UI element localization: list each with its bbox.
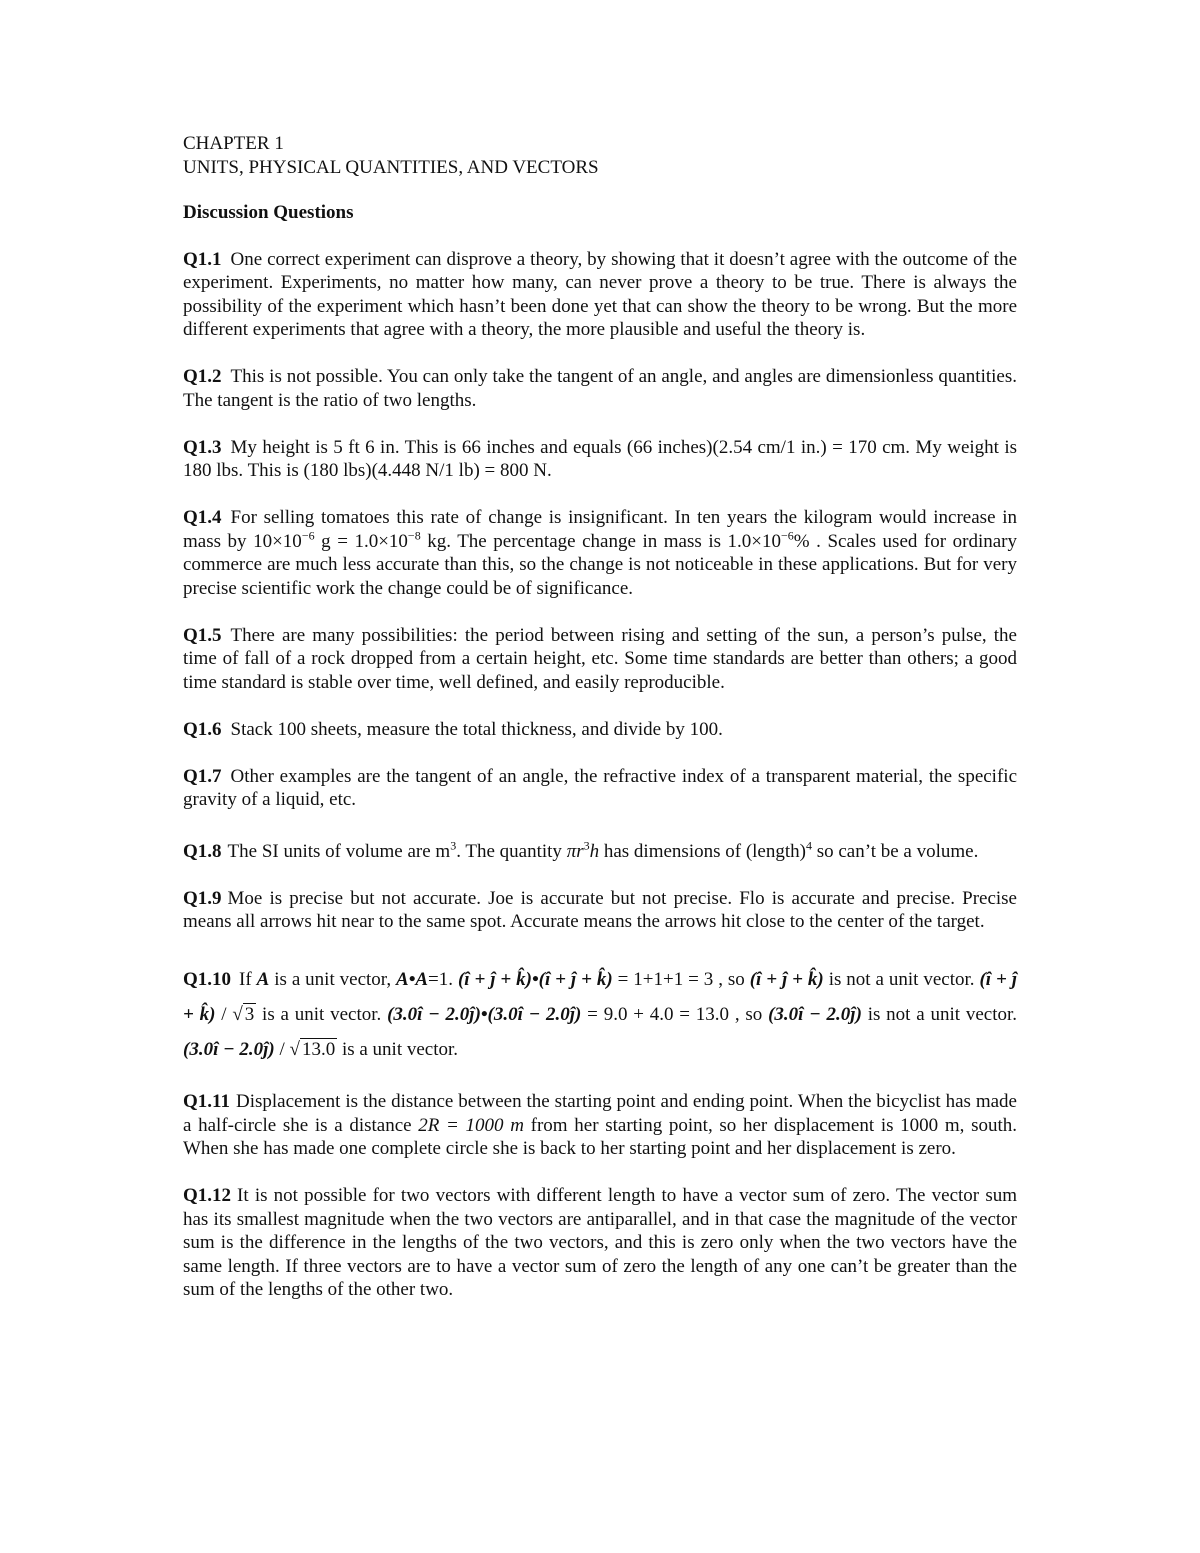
question-text: Displacement is the distance between the starting point and ending point. When the bicyclist has made a half-circle she is a distance [183,1091,1017,1136]
question-q1-6 [183,718,1017,742]
question-text: If [239,968,257,990]
question-text: Other examples are the tangent of an angle, the refractive index of a transparent material, the specific gravity of a liquid, etc. [183,765,1017,810]
exponent: −6 [301,528,315,543]
question-q1-11 [183,1090,1017,1161]
sqrt-icon: √ [232,1003,243,1025]
dot-product-expression: A•A [396,968,429,990]
question-number: Q1.3 [183,436,222,458]
question-q1-12 [183,1184,1017,1302]
question-text: % . Scales used for ordinary commerce are much less accurate than this, so the change is not noticeable in these applications. But for very precise scientific work the change could be of significance. [183,530,1017,599]
question-q1-7 [183,765,1017,812]
question-q1-1 [183,248,1017,342]
math-expression: g = 1.0×10 [314,530,408,552]
math-expression: πr [566,840,584,862]
document-page [183,132,1017,1325]
question-number: Q1.11 [183,1091,230,1112]
vector-expression: (î + ĵ + k̂) [183,968,1017,1025]
math-expression: 2R = 1000 m [418,1114,524,1136]
vector-expression: (3.0î − 2.0ĵ) [183,1038,275,1060]
chapter-title: UNITS, PHYSICAL QUANTITIES, AND VECTORS [183,156,599,178]
question-text: This is not possible. You can only take the tangent of an angle, and angles are dimensionless quantities. The tangent is the ratio of two lengths. [183,366,1017,411]
question-number: Q1.6 [183,718,222,740]
chapter-heading [183,132,1017,179]
question-q1-4 [183,506,1017,600]
question-q1-8 [183,840,1017,864]
sqrt-radicand: 3 [244,1003,255,1025]
question-text: The SI units of volume are m [227,840,451,862]
question-text: from her starting point, so her displacement is 1000 m, south. When she has made one complete circle she is back to her starting point and her displacement is zero. [183,1114,1017,1159]
question-text: =1. [428,968,458,990]
question-text: / [215,1003,233,1025]
vector-expression: (3.0î − 2.0ĵ) [768,1003,862,1025]
question-number: Q1.5 [183,624,222,646]
question-text: One correct experiment can disprove a theory, by showing that it doesn’t agree with the outcome of the experiment. Experiments, no matter how many, can never prove a theory to be true. There is always the possibility of the experiment which hasn’t been done yet that can show the theory to be wrong. But the more different experiments that agree with a theory, the more plausible and useful the theory is. [183,248,1017,340]
vector-a: A [256,968,270,990]
question-text: is a unit vector. [256,1003,388,1025]
question-text: . The quantity [456,840,567,862]
question-q1-10 [183,962,1017,1067]
question-text: is not a unit vector. [861,1003,1018,1025]
sqrt-radicand: 13.0 [301,1038,336,1060]
question-text: It is not possible for two vectors with different length to have a vector sum of zero. The vector sum has its smallest magnitude when the two vectors are antiparallel, and in that case the magnitude of the vector sum is the difference in the lengths of the two vectors, and this is zero only when the two vectors have the same length. If three vectors are to have a vector sum of zero the length of any one can’t be greater than the sum of the lengths of the other two. [183,1185,1017,1300]
dot-product-expression: (3.0î − 2.0ĵ)•(3.0î − 2.0ĵ) [387,1003,582,1025]
exponent: −6 [781,528,794,543]
math-expression: 1.0×10 [727,530,782,552]
vector-expression: (î + ĵ + k̂) [749,968,824,990]
question-q1-5 [183,624,1017,695]
dot-product-expression: (î + ĵ + k̂)•(î + ĵ + k̂) [457,968,613,990]
question-text: is a unit vector. [337,1038,459,1060]
question-text: = 9.0 + 4.0 = 13.0 , so [581,1003,769,1025]
chapter-number: CHAPTER 1 [183,133,284,154]
math-expression: 10×10 [253,530,302,552]
question-text: kg. The percentage change in mass is [420,530,728,552]
question-q1-2 [183,365,1017,412]
question-text: Moe is precise but not accurate. Joe is accurate but not precise. Flo is accurate and precise. Precise means all arrows hit near to the same spot. Accurate means the arrows hit close to the center of the target. [183,887,1017,932]
sqrt-icon: √ [289,1038,300,1060]
question-text: has dimensions of (length) [599,840,806,862]
question-number: Q1.1 [183,248,222,270]
exponent: 3 [583,838,590,853]
question-number: Q1.7 [183,765,222,787]
question-number: Q1.8 [183,840,222,862]
question-text: For selling tomatoes this rate of change is insignificant. In ten years the kilogram would increase in mass by [183,507,1017,552]
question-text: = 1+1+1 = 3 , so [612,968,750,990]
question-text: There are many possibilities: the period between rising and setting of the sun, a person’s pulse, the time of fall of a rock dropped from a certain height, etc. Some time standards are better than others; a good time standard is stable over time, well defined, and easily reproducible. [183,624,1017,693]
math-expression: h [589,840,600,862]
exponent: 3 [450,838,457,853]
question-text: / [274,1038,290,1060]
question-q1-3 [183,436,1017,483]
question-text: so can’t be a volume. [811,840,979,862]
section-title: Discussion Questions [183,202,354,223]
exponent: −8 [407,528,421,543]
question-number: Q1.12 [183,1185,232,1206]
question-text: My height is 5 ft 6 in. This is 66 inches and equals (66 inches)(2.54 cm/1 in.) = 170 cm. My weight is 180 lbs. This is (180 lbs)(4.448 N/1 lb) = 800 N. [183,436,1017,481]
question-text: Stack 100 sheets, measure the total thickness, and divide by 100. [230,718,723,740]
question-number: Q1.2 [183,366,222,387]
question-number: Q1.4 [183,507,222,528]
question-number: Q1.10 [183,968,232,990]
question-text: is not a unit vector. [823,968,980,990]
question-number: Q1.9 [183,887,222,909]
exponent: 4 [805,838,812,853]
question-q1-9 [183,887,1017,934]
question-text: is a unit vector, [269,968,397,990]
